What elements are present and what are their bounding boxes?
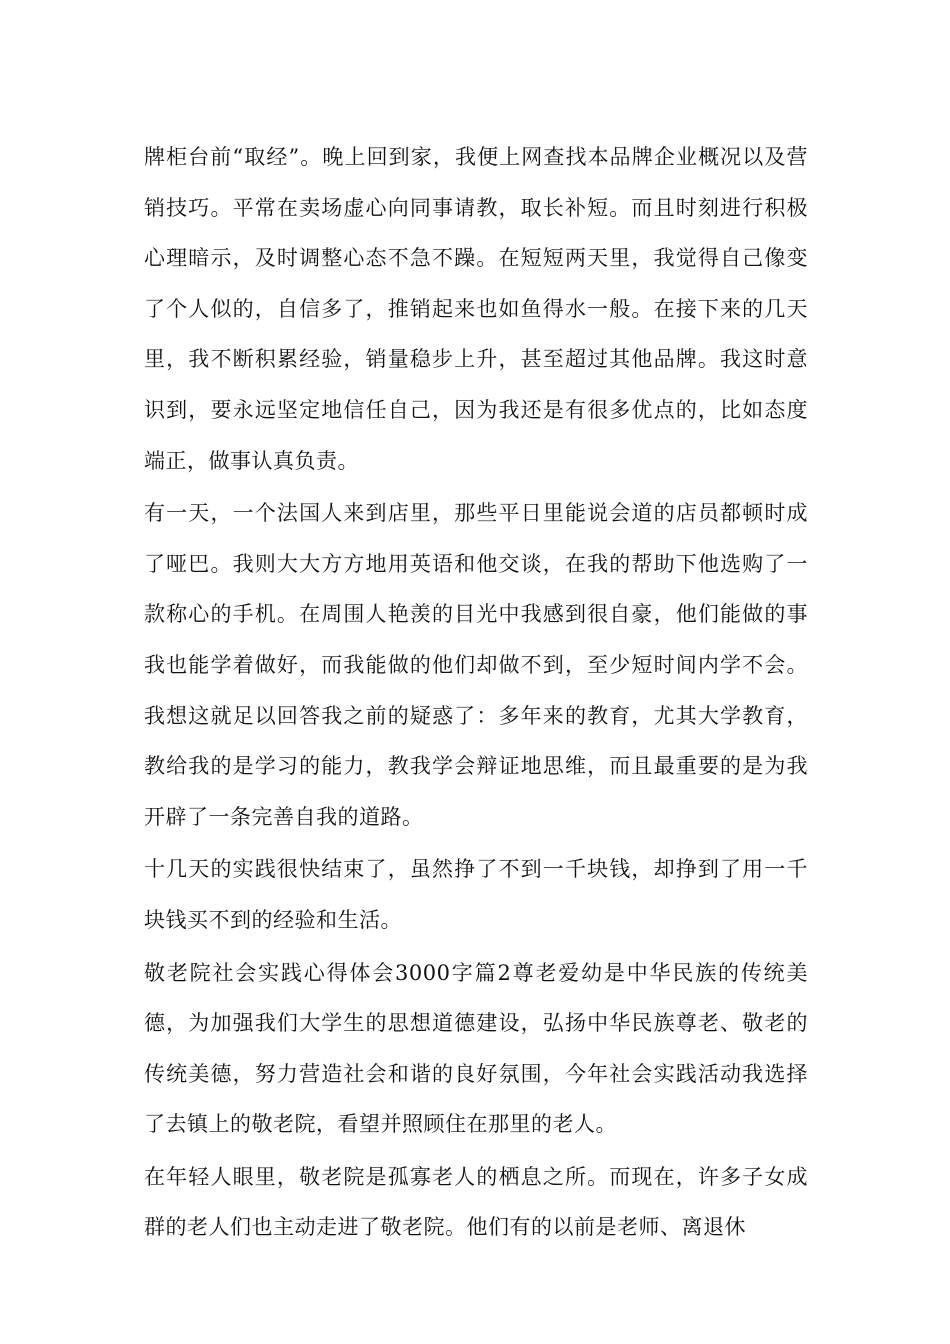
paragraph-4: 敬老院社会实践心得体会3000字篇2尊老爱幼是中华民族的传统美德，为加强我们大学生的思想道德建设，弘扬中华民族尊老、敬老的传统美德，努力营造社会和谐的良好氛围，今年社会实践活动我选择了去镇上的敬老院，看望并照顾住在那里的老人。 <box>144 960 808 1137</box>
paragraph-2: 有一天，一个法国人来到店里，那些平日里能说会道的店员都顿时成了哑巴。我则大大方方地用英语和他交谈，在我的帮助下他选购了一款称心的手机。在周围人艳羡的目光中我感到很自豪，他们能做的事我也能学着做好，而我能做的他们却做不到，至少短时间内学不会。我想这就足以回答我之前的疑惑了：多年来的教育，尤其大学教育，教给我的是学习的能力，教我学会辩证地思维，而且最重要的是为我开辟了一条完善自我的道路。 <box>144 501 808 829</box>
paragraph-1: 牌柜台前“取经”。晚上回到家，我便上网查找本品牌企业概况以及营销技巧。平常在卖场虚心向同事请教，取长补短。而且时刻进行积极心理暗示，及时调整心态不急不躁。在短短两天里，我觉得自己像变了个人似的，自信多了，推销起来也如鱼得水一般。在接下来的几天里，我不断积累经验，销量稳步上升，甚至超过其他品牌。我这时意识到，要永远坚定地信任自己，因为我还是有很多优点的，比如态度端正，做事认真负责。 <box>144 145 808 473</box>
paragraph-5: 在年轻人眼里，敬老院是孤寡老人的栖息之所。而现在，许多子女成群的老人们也主动走进了敬老院。他们有的以前是老师、离退休 <box>144 1164 808 1240</box>
document-body <box>144 132 808 1255</box>
paragraph-3: 十几天的实践很快结束了，虽然挣了不到一千块钱，却挣到了用一千块钱买不到的经验和生活。 <box>144 857 808 932</box>
